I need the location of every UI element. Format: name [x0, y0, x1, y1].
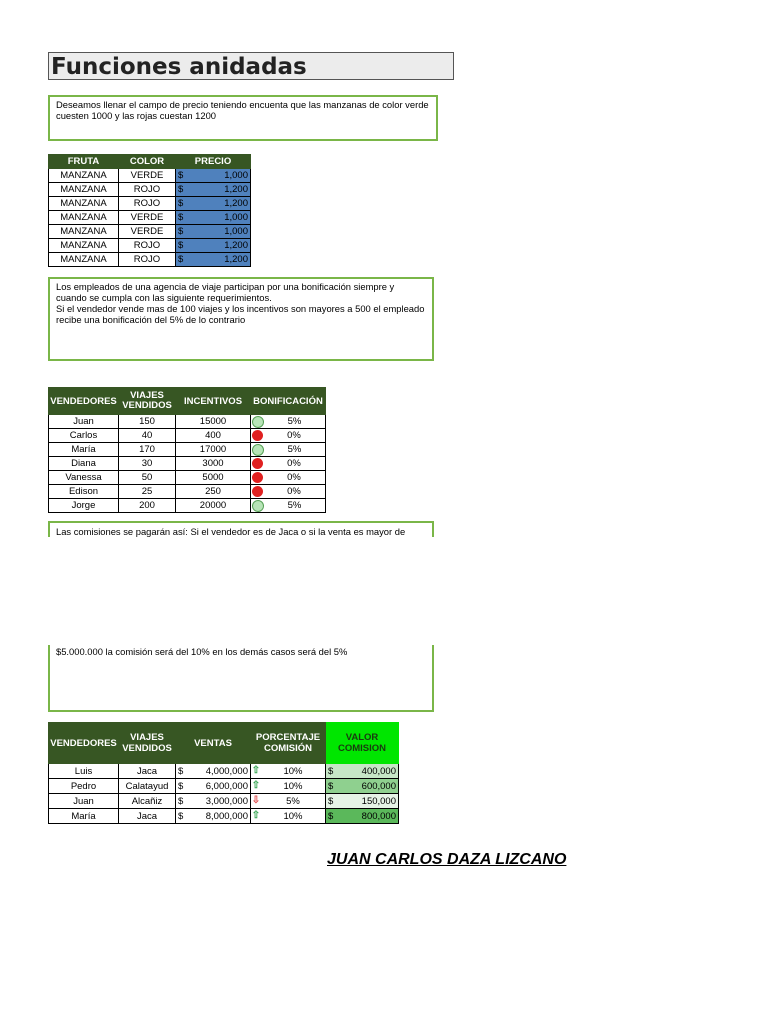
currency-symbol: $ [178, 254, 184, 265]
precio-value: 1,000 [224, 226, 248, 237]
precio-value: 1,200 [224, 240, 248, 251]
status-dot-icon [252, 472, 263, 483]
cell-ciudad[interactable]: Jaca [119, 809, 176, 824]
cell-color[interactable]: ROJO [119, 239, 176, 253]
cell-vendedor[interactable]: Edison [49, 485, 119, 499]
cell-bonificacion[interactable] [251, 485, 326, 499]
porcentaje-value: 10% [283, 810, 303, 822]
valor-value: 150,000 [361, 795, 396, 807]
currency-symbol: $ [328, 810, 334, 822]
valor-value: 800,000 [361, 810, 396, 822]
porcentaje-value: 10% [283, 765, 303, 777]
status-dot-icon [252, 458, 263, 469]
note-bonus-instructions: Los empleados de una agencia de viaje participan por una bonificación siempre y cuando se cumpla con las siguiente requerimientos. Si el vendedor vende mas de 100 viajes y los incentivos son mayores a 500 el empleado recibe una bonificación del 5% de lo contrario [48, 277, 434, 361]
valor-value: 400,000 [361, 765, 396, 777]
fruit-row [49, 253, 251, 267]
cell-precio[interactable] [176, 197, 251, 211]
porcentaje-value: 10% [283, 780, 303, 792]
cell-valor[interactable] [326, 809, 399, 824]
cell-color[interactable]: ROJO [119, 253, 176, 267]
note-price-instructions: Deseamos llenar el campo de precio teniendo encuenta que las manzanas de color verde cuesten 1000 y las rojas cuestan 1200 [48, 95, 438, 141]
cell-viajes[interactable]: 150 [119, 415, 176, 429]
cell-vendedor[interactable]: Diana [49, 457, 119, 471]
arrow-up-icon: ⇧ [251, 765, 261, 776]
currency-symbol: $ [178, 795, 184, 807]
cell-bonificacion[interactable] [251, 443, 326, 457]
currency-symbol: $ [328, 780, 334, 792]
note-commission-top: Las comisiones se pagarán así: Si el vendedor es de Jaca o si la venta es mayor de [48, 521, 434, 537]
bonus-row [49, 485, 326, 499]
cell-valor[interactable] [326, 764, 399, 779]
cell-viajes[interactable]: 200 [119, 499, 176, 513]
currency-symbol: $ [178, 226, 184, 237]
bonus-table [48, 387, 326, 513]
cell-vendedor[interactable]: Juan [49, 794, 119, 809]
header-ventas: VENTAS [176, 723, 251, 764]
currency-symbol: $ [178, 765, 184, 777]
cell-precio[interactable] [176, 225, 251, 239]
fruit-price-table [48, 154, 251, 267]
cell-precio[interactable] [176, 253, 251, 267]
cell-fruta[interactable]: MANZANA [49, 253, 119, 267]
header-precio: PRECIO [176, 155, 251, 169]
cell-incentivos[interactable]: 15000 [176, 415, 251, 429]
fruit-row [49, 197, 251, 211]
precio-value: 1,200 [224, 198, 248, 209]
cell-incentivos[interactable]: 250 [176, 485, 251, 499]
cell-precio[interactable] [176, 169, 251, 183]
cell-incentivos[interactable]: 3000 [176, 457, 251, 471]
cell-vendedor[interactable]: Pedro [49, 779, 119, 794]
cell-fruta[interactable]: MANZANA [49, 183, 119, 197]
currency-symbol: $ [178, 240, 184, 251]
cell-bonificacion[interactable] [251, 415, 326, 429]
cell-precio[interactable] [176, 239, 251, 253]
cell-incentivos[interactable]: 5000 [176, 471, 251, 485]
cell-bonificacion[interactable] [251, 429, 326, 443]
precio-value: 1,200 [224, 254, 248, 265]
fruit-row [49, 225, 251, 239]
cell-color[interactable]: ROJO [119, 197, 176, 211]
header-viajes-vendidos: VIAJES VENDIDOS [119, 388, 176, 415]
currency-symbol: $ [178, 170, 184, 181]
cell-color[interactable]: VERDE [119, 225, 176, 239]
bonificacion-value: 5% [287, 500, 302, 511]
arrow-down-icon: ⇩ [251, 795, 261, 806]
cell-valor[interactable] [326, 794, 399, 809]
cell-incentivos[interactable]: 17000 [176, 443, 251, 457]
header-incentivos: INCENTIVOS [176, 388, 251, 415]
bonificacion-value: 0% [287, 430, 301, 441]
cell-bonificacion[interactable] [251, 457, 326, 471]
cell-ciudad[interactable]: Alcañiz [119, 794, 176, 809]
cell-vendedor[interactable]: Luis [49, 764, 119, 779]
bonificacion-value: 0% [287, 458, 301, 469]
status-dot-icon [252, 444, 264, 456]
commission-row [49, 779, 399, 794]
precio-value: 1,000 [224, 212, 248, 223]
currency-symbol: $ [178, 810, 184, 822]
cell-fruta[interactable]: MANZANA [49, 239, 119, 253]
cell-fruta[interactable]: MANZANA [49, 225, 119, 239]
cell-bonificacion[interactable] [251, 499, 326, 513]
valor-value: 600,000 [361, 780, 396, 792]
header-bonificacion: BONIFICACIÓN [251, 388, 326, 415]
cell-ventas[interactable] [176, 779, 251, 794]
cell-porcentaje[interactable] [251, 794, 326, 809]
status-dot-icon [252, 416, 264, 428]
cell-viajes[interactable]: 40 [119, 429, 176, 443]
commission-row [49, 794, 399, 809]
cell-ventas[interactable] [176, 764, 251, 779]
bonificacion-value: 5% [287, 444, 302, 455]
cell-porcentaje[interactable] [251, 764, 326, 779]
cell-valor[interactable] [326, 779, 399, 794]
bonus-row [49, 415, 326, 429]
cell-vendedor[interactable]: Carlos [49, 429, 119, 443]
cell-ciudad[interactable]: Calatayud [119, 779, 176, 794]
cell-viajes[interactable]: 170 [119, 443, 176, 457]
status-dot-icon [252, 500, 264, 512]
arrow-up-icon: ⇧ [251, 780, 261, 791]
cell-vendedor[interactable]: Jorge [49, 499, 119, 513]
header-fruta: FRUTA [49, 155, 119, 169]
currency-symbol: $ [178, 184, 184, 195]
cell-porcentaje[interactable] [251, 809, 326, 824]
cell-color[interactable]: ROJO [119, 183, 176, 197]
cell-precio[interactable] [176, 211, 251, 225]
cell-vendedor[interactable]: Vanessa [49, 471, 119, 485]
bonus-row [49, 499, 326, 513]
cell-viajes[interactable]: 50 [119, 471, 176, 485]
status-dot-icon [252, 430, 263, 441]
bonus-row [49, 443, 326, 457]
cell-fruta[interactable]: MANZANA [49, 169, 119, 183]
currency-symbol: $ [328, 795, 334, 807]
cell-ventas[interactable] [176, 794, 251, 809]
header-porcentaje-comision: PORCENTAJE COMISIÓN [251, 723, 326, 764]
porcentaje-value: 5% [286, 795, 300, 807]
header-viajes-vendidos: VIAJES VENDIDOS [119, 723, 176, 764]
sheet-title: Funciones anidadas [48, 52, 454, 80]
fruit-row [49, 239, 251, 253]
precio-value: 1,000 [224, 170, 248, 181]
cell-viajes[interactable]: 25 [119, 485, 176, 499]
cell-color[interactable]: VERDE [119, 169, 176, 183]
cell-bonificacion[interactable] [251, 471, 326, 485]
cell-color[interactable]: VERDE [119, 211, 176, 225]
currency-symbol: $ [178, 212, 184, 223]
ventas-value: 4,000,000 [205, 765, 248, 777]
header-vendedores: VENDEDORES [49, 723, 119, 764]
status-dot-icon [252, 486, 263, 497]
fruit-row [49, 183, 251, 197]
cell-porcentaje[interactable] [251, 779, 326, 794]
bonificacion-value: 0% [287, 486, 301, 497]
header-valor-comision: VALOR COMISION [326, 723, 399, 764]
commission-table [48, 722, 399, 824]
cell-fruta[interactable]: MANZANA [49, 211, 119, 225]
ventas-value: 8,000,000 [205, 810, 248, 822]
precio-value: 1,200 [224, 184, 248, 195]
currency-symbol: $ [178, 198, 184, 209]
cell-vendedor[interactable]: Juan [49, 415, 119, 429]
currency-symbol: $ [328, 765, 334, 777]
arrow-up-icon: ⇧ [251, 810, 261, 821]
header-vendedores: VENDEDORES [49, 388, 119, 415]
cell-fruta[interactable]: MANZANA [49, 197, 119, 211]
cell-viajes[interactable]: 30 [119, 457, 176, 471]
cell-vendedor[interactable]: María [49, 809, 119, 824]
fruit-row [49, 169, 251, 183]
currency-symbol: $ [178, 780, 184, 792]
commission-row [49, 809, 399, 824]
bonus-row [49, 429, 326, 443]
bonificacion-value: 5% [287, 416, 302, 427]
bonus-row [49, 471, 326, 485]
bonus-row [49, 457, 326, 471]
ventas-value: 3,000,000 [205, 795, 248, 807]
note-commission-bottom: $5.000.000 la comisión será del 10% en los demás casos será del 5% [48, 645, 434, 712]
cell-precio[interactable] [176, 183, 251, 197]
commission-row [49, 764, 399, 779]
cell-ventas[interactable] [176, 809, 251, 824]
header-color: COLOR [119, 155, 176, 169]
fruit-row [49, 211, 251, 225]
cell-incentivos[interactable]: 400 [176, 429, 251, 443]
ventas-value: 6,000,000 [205, 780, 248, 792]
cell-incentivos[interactable]: 20000 [176, 499, 251, 513]
cell-ciudad[interactable]: Jaca [119, 764, 176, 779]
author-signature: JUAN CARLOS DAZA LIZCANO [327, 851, 567, 868]
bonificacion-value: 0% [287, 472, 301, 483]
cell-vendedor[interactable]: María [49, 443, 119, 457]
